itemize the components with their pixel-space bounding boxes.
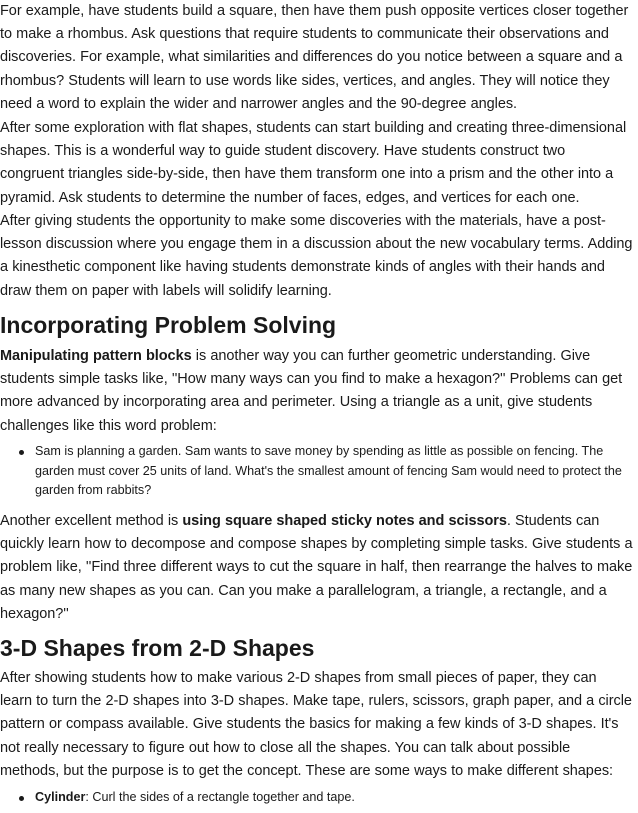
pattern-blocks-bold: Manipulating pattern blocks [0, 348, 192, 364]
paragraph-pattern-blocks [0, 345, 630, 438]
heading-incorporating-problem-solving: Incorporating Problem Solving [0, 312, 337, 338]
cylinder-bold: Cylinder [35, 790, 86, 804]
paragraph-sticky-notes [0, 510, 638, 626]
list-item-garden-problem [0, 442, 627, 501]
bullet-dot-icon [19, 450, 24, 455]
paragraph-three-dimensional: After some exploration with flat shapes, students can start building and creating three-dimensional shapes. This is a wonderful way to guide student discovery. Have students construct two congruent triangles side-by-side, then have them transform one into a prism and the other into a pyramid. Ask students to determine the number of faces, edges, and vertices for each one. [0, 120, 627, 206]
shape-methods-list [0, 788, 627, 808]
heading-3d-shapes-from-2d: 3-D Shapes from 2-D Shapes [0, 635, 315, 661]
paragraph-post-lesson-discussion: After giving students the opportunity to make some discoveries with the materials, have a post-lesson discussion where you engage them in a discussion about the new vocabulary terms. Adding a kinesthetic component like having students demonstrate kinds of angles with their hands and draw them on paper with labels will solidify learning. [0, 213, 633, 299]
word-problem-list [0, 442, 627, 501]
sticky-notes-intro: Another excellent method is [0, 513, 183, 529]
sticky-notes-text: . Students can quickly learn how to decompose and compose shapes by completing simple tasks. Give students a problem like, ''Find three different ways to cut the square in half, then rearrange the halves to make as many new shapes as you can. Can you make a parallelogram, a triangle, a rectangle, and a hexagon?'' [0, 513, 633, 622]
list-item-cylinder [0, 788, 627, 808]
paragraph-square-rhombus: For example, have students build a square, then have them push opposite vertices closer together to make a rhombus. Ask questions that require students to communicate their observations and discoveries. For example, what similarities and differences do you notice between a square and a rhombus? Students will learn to use words like sides, vertices, and angles. They will notice they need a word to explain the wider and narrower angles and the 90-degree angles. [0, 3, 629, 112]
bullet-dot-icon [19, 796, 24, 801]
pattern-blocks-text: is another way you can further geometric understanding. Give students simple tasks like, ''How many ways can you find to make a hexagon?'' Problems can get more advanced by incorporating area and perimeter. Using a triangle as a unit, give students challenges like this word problem: [0, 348, 623, 434]
cylinder-text: : Curl the sides of a rectangle together and tape. [85, 790, 355, 804]
sticky-notes-bold: using square shaped sticky notes and scissors [182, 513, 507, 529]
paragraph-2d-to-3d: After showing students how to make various 2-D shapes from small pieces of paper, they can learn to turn the 2-D shapes into 3-D shapes. Make tape, rulers, scissors, graph paper, and a circle pattern or compass available. Give students the basics for making a few kinds of 3-D shapes. It's not really necessary to figure out how to close all the shapes. You can talk about possible methods, but the purpose is to get the concept. These are some ways to make different shapes: [0, 670, 632, 779]
garden-problem-text: Sam is planning a garden. Sam wants to save money by spending as little as possible on fencing. The garden must cover 25 units of land. What's the smallest amount of fencing Sam would need to protect the garden from rabbits? [35, 444, 622, 497]
